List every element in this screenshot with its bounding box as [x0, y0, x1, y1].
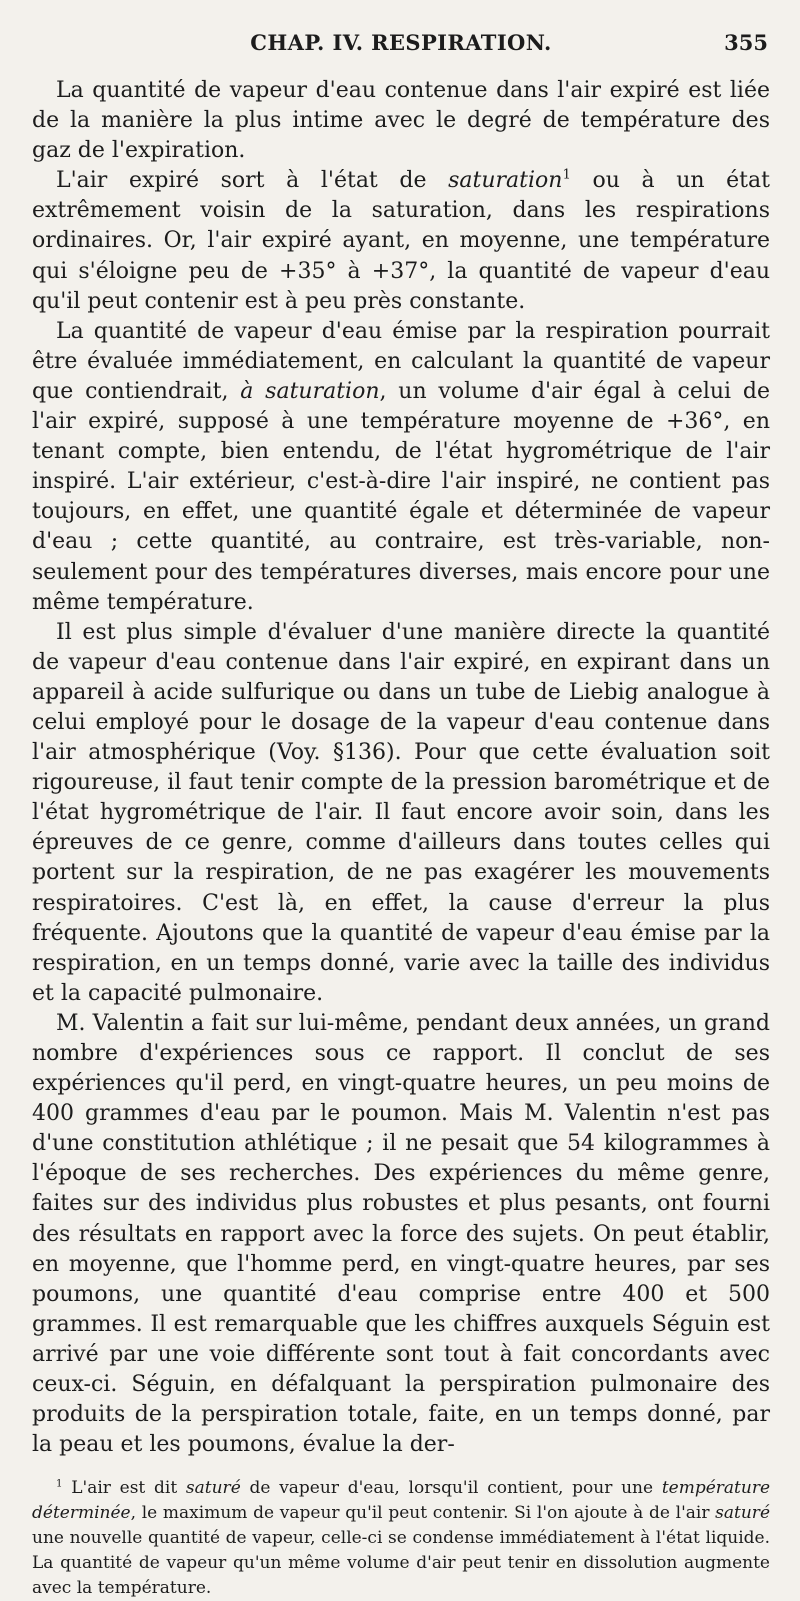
paragraph-2 — [32, 166, 770, 316]
paragraph-5: M. Valentin a fait sur lui-même, pendant deux années, un grand nombre d'expériences sous ce rapport. Il conclut de ses expériences qu'il perd, en vingt-quatre heures, un peu moins de 400 grammes d'eau par le poumon. Mais M. Valentin n'est pas d'une constitution athlétique ; il ne pesait que 54 kilogrammes à l'époque de ses recherches. Des expériences du même genre, faites sur des individus plus robustes et plus pesants, ont fourni des résultats en rapport avec la force des sujets. On peut établir, en moyenne, que l'homme perd, en vingt-quatre heures, par ses poumons, une quantité d'eau comprise entre 400 et 500 grammes. Il est remarquable que les chiffres auxquels Séguin est arrivé par une voie différente sont tout à fait concordants avec ceux-ci. Séguin, en défalquant la perspiration pulmonaire des produits de la perspiration totale, faite, en un temps donné, par la peau et les poumons, évalue la der- — [32, 1010, 770, 1458]
page-number: 355 — [724, 30, 768, 55]
body-text — [32, 76, 770, 1460]
page-header — [32, 22, 770, 66]
text-span: , le maximum de vapeur qu'il peut contenir. Si l'on ajoute à de l'air — [130, 1503, 716, 1524]
text-span: L'air est dit — [62, 1478, 186, 1499]
emphasis: saturé — [185, 1478, 241, 1499]
text-span: une nouvelle quantité de vapeur, celle-ci se condense immédiatement à l'état liquide. La quantité de vapeur qu'un même volume d'air peut tenir en dissolution augmente avec la température. — [32, 1528, 770, 1599]
text-span: de vapeur d'eau, lorsqu'il contient, pour une — [240, 1478, 662, 1499]
text-span: L'air expiré sort à l'état de — [56, 168, 449, 194]
emphasis: température déterminée — [32, 1478, 771, 1524]
emphasis: à saturation — [240, 378, 380, 404]
book-page — [32, 22, 770, 1601]
running-title: CHAP. IV. RESPIRATION. — [250, 30, 552, 55]
footnote — [32, 1476, 770, 1601]
emphasis: saturation — [448, 168, 563, 194]
paragraph-4: Il est plus simple d'évaluer d'une manière directe la quantité de vapeur d'eau contenue dans l'air expiré, en expirant dans un appareil à acide sulfurique ou dans un tube de Liebig analogue à celui employé pour le dosage de la vapeur d'eau contenue dans l'air atmosphérique (Voy. §136). Pour que cette évaluation soit rigoureuse, il faut tenir compte de la pression barométrique et de l'état hygrométrique de l'air. Il faut encore avoir soin, dans les épreuves de ce genre, comme d'ailleurs dans toutes celles qui portent sur la respiration, de ne pas exagérer les mouvements respiratoires. C'est là, en effet, la cause d'erreur la plus fréquente. Ajoutons que la quantité de vapeur d'eau émise par la respiration, en un temps donné, varie avec la taille des individus et la capacité pulmonaire. — [32, 619, 770, 1006]
footnote-marker: 1 — [56, 1478, 63, 1490]
text-span: La quantité de vapeur d'eau émise par la respiration pourrait être évaluée immédiatement, en calculant la quantité de vapeur que contiendrait, — [32, 318, 770, 404]
footnote-ref: 1 — [562, 167, 571, 183]
text-span: ou à un état extrêmement voisin de la saturation, dans les respirations ordinaires. Or, l'air expiré ayant, en moyenne, une température qui s'éloigne peu de +35° à +37°, la quantité de vapeur d'eau qu'il peut contenir est à peu près constante. — [32, 168, 770, 314]
footnotes — [32, 1476, 770, 1601]
paragraph-3 — [32, 317, 770, 618]
text-span: , un volume d'air égal à celui de l'air expiré, supposé à une température moyenne de +36°, en tenant compte, bien entendu, de l'état hygrométrique de l'air inspiré. L'air extérieur, c'est-à-dire l'air inspiré, ne contient pas toujours, en effet, une quantité égale et déterminée de vapeur d'eau ; cette quantité, au contraire, est très-variable, non-seulement pour des températures diverses, mais encore pour une même température. — [32, 378, 770, 615]
paragraph-1: La quantité de vapeur d'eau contenue dans l'air expiré est liée de la manière la plus intime avec le degré de température des gaz de l'expiration. — [32, 78, 770, 164]
emphasis: saturé — [715, 1503, 770, 1524]
